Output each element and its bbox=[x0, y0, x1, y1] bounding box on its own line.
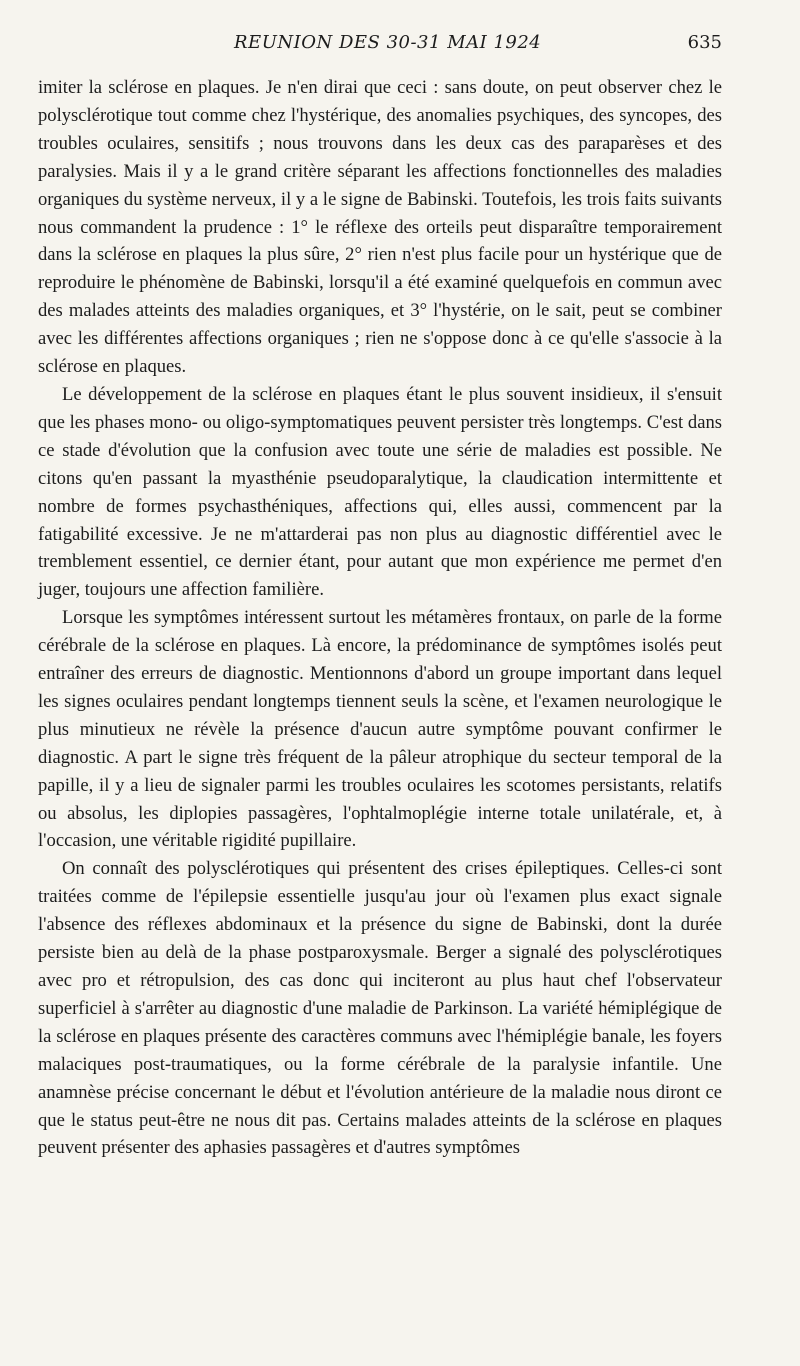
page-number: 635 bbox=[687, 32, 722, 53]
header-title: REUNION DES 30-31 MAI 1924 bbox=[234, 32, 542, 53]
body-text bbox=[38, 74, 722, 1162]
paragraph-forme-cerebrale: Lorsque les symptômes intéressent surtout les métamères frontaux, on parle de la forme cérébrale de la sclérose en plaques. Là encore, la prédominance de symptômes isolés peut entraîner des erreurs de diagnostic. Mentionnons d'abord un groupe important dans lequel les signes oculaires pendant longtemps tiennent seuls la scène, et l'examen neurologique le plus minutieux ne révèle la présence d'aucun autre symptôme pouvant confirmer le diagnostic. A part le signe très fréquent de la pâleur atrophique du secteur temporal de la papille, il y a lieu de signaler parmi les troubles oculaires les scotomes persistants, relatifs ou absolus, les diplopies passagères, l'ophtalmoplégie interne totale unilatérale, et, à l'occasion, une véritable rigidité pupillaire. bbox=[38, 607, 722, 852]
paragraph-crises-epileptiques: On connaît des polysclérotiques qui présentent des crises épileptiques. Celles-ci sont traitées comme de l'épilepsie essentielle jusqu'au jour où l'examen plus exact signale l'absence des réflexes abdominaux et la présence du signe de Babinski, dont la durée persiste bien au delà de la phase postparoxysmale. Berger a signalé des polysclérotiques avec pro et rétropulsion, des cas donc qui inciteront au plus haut chef l'observateur superficiel à s'arrêter au diagnostic d'une maladie de Parkinson. La variété hémiplégique de la sclérose en plaques présente des caractères communs avec l'hémiplégie banale, les foyers malaciques post-traumatiques, ou la forme cérébrale de la paralysie infantile. Une anamnèse précise concernant le début et l'évolution antérieure de la maladie nous diront ce que le status peut-être ne nous dit pas. Certains malades atteints de la sclérose en plaques peuvent présenter des aphasies passagères et d'autres symptômes bbox=[38, 858, 722, 1159]
paragraph-continuation: imiter la sclérose en plaques. Je n'en dirai que ceci : sans doute, on peut observer chez le polysclérotique tout comme chez l'hystérique, des anomalies psychiques, des syncopes, des troubles oculaires, sensitifs ; nous trouvons dans les deux cas des paraparèses et des paralysies. Mais il y a le grand critère séparant les affections fonctionnelles des maladies organiques du système nerveux, il y a le signe de Babinski. Toutefois, les trois faits suivants nous commandent la prudence : 1° le réflexe des orteils peut disparaître temporairement dans la sclérose en plaques la plus sûre, 2° rien n'est plus facile pour un hystérique que de reproduire le phénomène de Babinski, lorsqu'il a été examiné quelquefois en commun avec des malades atteints des maladies organiques, et 3° l'hystérie, on le sait, peut se combiner avec les différentes affections organiques ; rien ne s'oppose donc à ce qu'elle s'associe à la sclérose en plaques. bbox=[38, 77, 722, 378]
paragraph-developpement: Le développement de la sclérose en plaques étant le plus souvent insidieux, il s'ensuit que les phases mono- ou oligo-symptomatiques peuvent persister très longtemps. C'est dans ce stade d'évolution que la confusion avec toute une série de maladies est possible. Ne citons qu'en passant la myasthénie pseudoparalytique, la claudication intermittente et nombre de formes psychasthéniques, affections qui, elles aussi, commencent par la fatigabilité excessive. Je ne m'attarderai pas non plus au diagnostic différentiel avec le tremblement essentiel, ce dernier étant, pour autant que mon expérience me permet d'en juger, toujours une affection familière. bbox=[38, 383, 722, 601]
